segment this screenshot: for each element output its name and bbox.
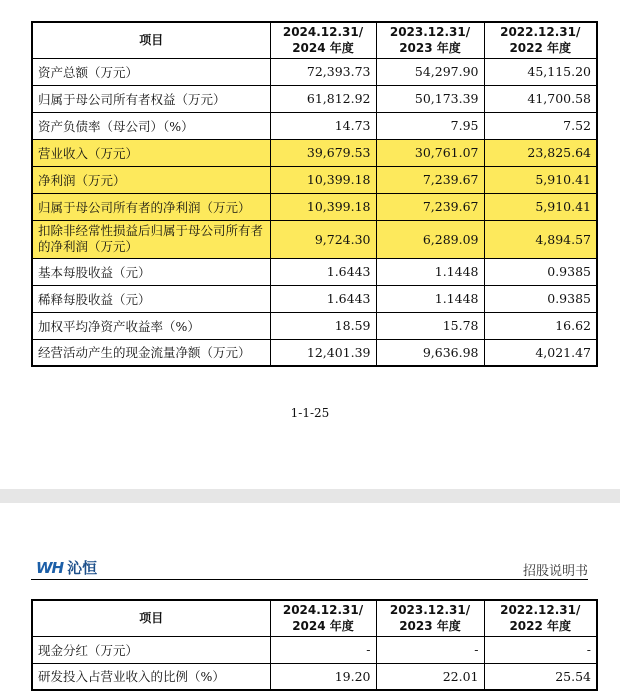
col-header-2022: 2022.12.31/ 2022 年度 bbox=[484, 22, 597, 58]
cell-2024: 19.20 bbox=[270, 663, 376, 690]
table-row-highlighted bbox=[32, 193, 597, 220]
cell-2022: 45,115.20 bbox=[484, 58, 597, 85]
cell-2022: 0.9385 bbox=[484, 258, 597, 285]
cell-2022: 16.62 bbox=[484, 312, 597, 339]
col-header-2024: 2024.12.31/ 2024 年度 bbox=[270, 600, 376, 636]
header-rule bbox=[31, 579, 588, 580]
cell-2023: - bbox=[376, 636, 484, 663]
cell-2023: 50,173.39 bbox=[376, 85, 484, 112]
logo-text: 沁恒 bbox=[67, 559, 98, 577]
table-row-highlighted bbox=[32, 139, 597, 166]
row-label: 加权平均净资产收益率（%） bbox=[32, 312, 270, 339]
cell-2022: 25.54 bbox=[484, 663, 597, 690]
col-header-2022: 2022.12.31/ 2022 年度 bbox=[484, 600, 597, 636]
cell-2022: 5,910.41 bbox=[484, 193, 597, 220]
cell-2023: 54,297.90 bbox=[376, 58, 484, 85]
cell-2022: 4,021.47 bbox=[484, 339, 597, 366]
cell-2024: 9,724.30 bbox=[270, 220, 376, 258]
col-header-item: 项目 bbox=[32, 22, 270, 58]
table-row bbox=[32, 339, 597, 366]
cell-2023: 1.1448 bbox=[376, 285, 484, 312]
page-separator bbox=[0, 489, 620, 503]
row-label: 研发投入占营业收入的比例（%） bbox=[32, 663, 270, 690]
cell-2023: 7.95 bbox=[376, 112, 484, 139]
cell-2023: 22.01 bbox=[376, 663, 484, 690]
row-label: 净利润（万元） bbox=[32, 166, 270, 193]
table-row bbox=[32, 636, 597, 663]
table-row bbox=[32, 112, 597, 139]
financial-indicators-table-continued bbox=[31, 599, 598, 691]
row-label: 现金分红（万元） bbox=[32, 636, 270, 663]
row-label: 归属于母公司所有者的净利润（万元） bbox=[32, 193, 270, 220]
cell-2022: 0.9385 bbox=[484, 285, 597, 312]
cell-2024: 1.6443 bbox=[270, 285, 376, 312]
cell-2024: 18.59 bbox=[270, 312, 376, 339]
table-row-highlighted bbox=[32, 166, 597, 193]
financial-indicators-table bbox=[31, 21, 598, 367]
cell-2024: 39,679.53 bbox=[270, 139, 376, 166]
cell-2022: 5,910.41 bbox=[484, 166, 597, 193]
row-label: 稀释每股收益（元） bbox=[32, 285, 270, 312]
cell-2023: 6,289.09 bbox=[376, 220, 484, 258]
table-row bbox=[32, 58, 597, 85]
logo-mark-icon: WH bbox=[36, 558, 64, 577]
table-row bbox=[32, 663, 597, 690]
row-label: 营业收入（万元） bbox=[32, 139, 270, 166]
row-label: 基本每股收益（元） bbox=[32, 258, 270, 285]
page-number: 1-1-25 bbox=[290, 406, 330, 420]
cell-2024: - bbox=[270, 636, 376, 663]
cell-2024: 10,399.18 bbox=[270, 193, 376, 220]
cell-2023: 15.78 bbox=[376, 312, 484, 339]
cell-2022: 23,825.64 bbox=[484, 139, 597, 166]
cell-2024: 14.73 bbox=[270, 112, 376, 139]
table-header-row bbox=[32, 600, 597, 636]
row-label: 经营活动产生的现金流量净额（万元） bbox=[32, 339, 270, 366]
col-header-2023: 2023.12.31/ 2023 年度 bbox=[376, 600, 484, 636]
table-row bbox=[32, 85, 597, 112]
col-header-2023: 2023.12.31/ 2023 年度 bbox=[376, 22, 484, 58]
company-logo bbox=[36, 557, 97, 578]
cell-2022: 41,700.58 bbox=[484, 85, 597, 112]
cell-2023: 7,239.67 bbox=[376, 193, 484, 220]
cell-2023: 9,636.98 bbox=[376, 339, 484, 366]
table-row bbox=[32, 285, 597, 312]
table-header-row bbox=[32, 22, 597, 58]
cell-2024: 12,401.39 bbox=[270, 339, 376, 366]
row-label: 资产总额（万元） bbox=[32, 58, 270, 85]
cell-2024: 10,399.18 bbox=[270, 166, 376, 193]
cell-2022: 4,894.57 bbox=[484, 220, 597, 258]
table-row-highlighted bbox=[32, 220, 597, 258]
col-header-item: 项目 bbox=[32, 600, 270, 636]
cell-2022: 7.52 bbox=[484, 112, 597, 139]
cell-2023: 7,239.67 bbox=[376, 166, 484, 193]
cell-2023: 1.1448 bbox=[376, 258, 484, 285]
table-row bbox=[32, 258, 597, 285]
table-row bbox=[32, 312, 597, 339]
cell-2024: 61,812.92 bbox=[270, 85, 376, 112]
cell-2024: 1.6443 bbox=[270, 258, 376, 285]
cell-2023: 30,761.07 bbox=[376, 139, 484, 166]
col-header-2024: 2024.12.31/ 2024 年度 bbox=[270, 22, 376, 58]
document-title: 招股说明书 bbox=[522, 564, 588, 579]
row-label: 归属于母公司所有者权益（万元） bbox=[32, 85, 270, 112]
row-label: 资产负债率（母公司）（%） bbox=[32, 112, 270, 139]
cell-2024: 72,393.73 bbox=[270, 58, 376, 85]
row-label: 扣除非经常性损益后归属于母公司所有者的净利润（万元） bbox=[32, 220, 270, 258]
cell-2022: - bbox=[484, 636, 597, 663]
